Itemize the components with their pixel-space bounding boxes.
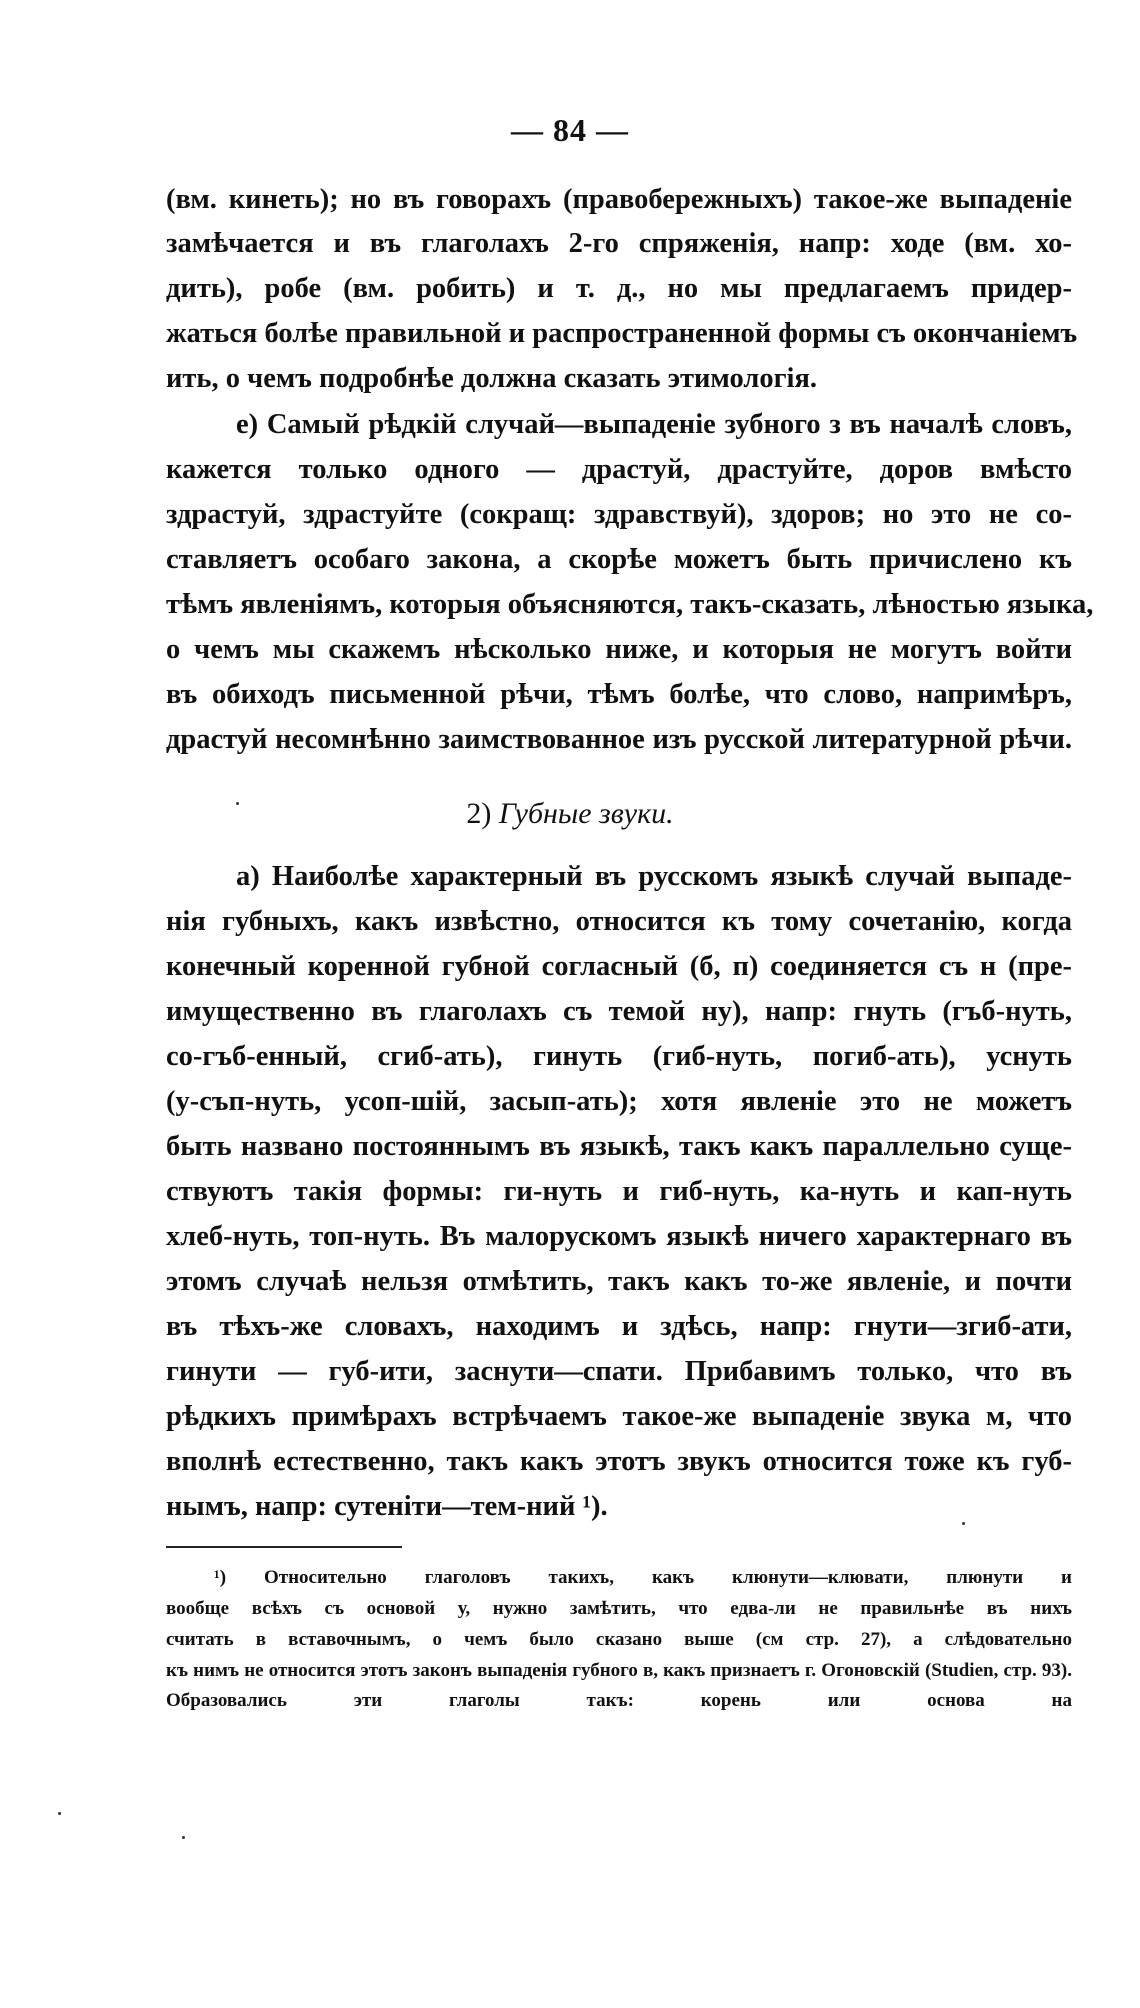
body-line: е) Самый рѣдкій случай—выпаденіе зубного з въ началѣ словъ, — [236, 409, 1072, 440]
section-line: нія губныхъ, какъ извѣстно, относится къ тому сочетанію, когда — [166, 906, 1072, 937]
body-line: ставляетъ особаго закона, а скорѣе можетъ быть причислено къ — [166, 544, 1072, 575]
section-line: ствуютъ такія формы: ги-нуть и гиб-нуть, ка-нуть и кап-нуть — [166, 1176, 1072, 1207]
body-line: здрастуй, здрастуйте (сокращ: здравствуй), здоров; но это не со- — [166, 499, 1072, 530]
section-line: а) Наиболѣе характерный въ русскомъ языкѣ случай выпаде- — [236, 861, 1072, 892]
page-number: — 84 — — [511, 112, 629, 148]
scan-speck — [962, 1522, 965, 1525]
section-line: со-гъб-енный, сгиб-ать), гинуть (гиб-нуть, погиб-ать), уснуть — [166, 1041, 1072, 1072]
section-line: этомъ случаѣ нельзя отмѣтить, такъ какъ то-же явленіе, и почти — [166, 1266, 1072, 1297]
body-line: кажется только одного — драстуй, драстуйте, доров вмѣсто — [166, 454, 1072, 485]
footnote-line: считать в вставочнымъ, о чемъ было сказано выше (см стр. 27), а слѣдовательно — [166, 1629, 1072, 1650]
section-line: гинути — губ-ити, заснути—спати. Прибавимъ только, что въ — [166, 1356, 1072, 1387]
section-title: Губные звуки. — [498, 797, 674, 830]
footnote-line: вообще всѣхъ съ основой у, нужно замѣтить, что едва-ли не правильнѣе въ нихъ — [166, 1598, 1072, 1619]
section-line: (у-съп-нуть, усоп-шій, засып-ать); хотя явленіе это не можетъ — [166, 1086, 1072, 1117]
section-line: въ тѣхъ-же словахъ, находимъ и здѣсь, напр: гнути—згиб-ати, — [166, 1311, 1072, 1342]
body-line: въ обиходъ письменной рѣчи, тѣмъ болѣе, что слово, напримѣръ, — [166, 679, 1072, 710]
scan-speck — [58, 1812, 61, 1815]
scan-speck — [182, 1836, 185, 1839]
body-line: тѣмъ явленіямъ, которыя объясняются, такъ-сказать, лѣностью языка, — [166, 589, 1094, 620]
section-line: рѣдкихъ примѣрахъ встрѣчаемъ такое-же выпаденіе звука м, что — [166, 1401, 1072, 1432]
section-line: хлеб-нуть, топ-нуть. Въ малорускомъ языкѣ ничего характернаго въ — [166, 1221, 1072, 1252]
body-line: ить, о чемъ подробнѣе должна сказать этимологія. — [166, 363, 817, 394]
section-line: вполнѣ естественно, такъ какъ этотъ звукъ относится тоже къ губ- — [166, 1446, 1072, 1477]
scan-speck — [236, 802, 239, 805]
body-line: драстуй несомнѣнно заимствованное изъ русской литературной рѣчи. — [166, 724, 1072, 755]
footnote-divider — [166, 1546, 402, 1548]
section-line: конечный коренной губной согласный (б, п) соединяется съ н (пре- — [166, 951, 1072, 982]
section-heading — [0, 792, 1140, 836]
footnote-line: къ нимъ не относится этотъ законъ выпаденія губного в, какъ признаетъ г. Огоновскій (Studien, стр. 93). Образовались эти глаголы такъ: корень или основа на — [166, 1660, 1072, 1711]
section-line: нымъ, напр: сутенiти—тем-ний ¹). — [166, 1491, 608, 1522]
body-line: замѣчается и въ глаголахъ 2-го спряженія, напр: ходе (вм. хо- — [166, 228, 1072, 259]
section-line: имущественно въ глаголахъ съ темой ну), напр: гнуть (гъб-нуть, — [166, 996, 1072, 1027]
body-line: о чемъ мы скажемъ нѣсколько ниже, и которыя не могутъ войти — [166, 634, 1072, 665]
section-line: быть названо постояннымъ въ языкѣ, такъ какъ параллельно суще- — [166, 1131, 1072, 1162]
body-line: жаться болѣе правильной и распространенной формы съ окончаніемъ — [166, 318, 1078, 349]
body-line: дить), робе (вм. робить) и т. д., но мы предлагаемъ придер- — [166, 273, 1072, 304]
footnote-line: ¹) Относительно глаголовъ такихъ, какъ клюнути—клювати, плюнути и — [214, 1567, 1072, 1588]
body-line: (вм. кинеть); но въ говорахъ (правобережныхъ) такое-же выпаденіе — [166, 184, 1072, 215]
section-number: 2) — [466, 797, 492, 830]
